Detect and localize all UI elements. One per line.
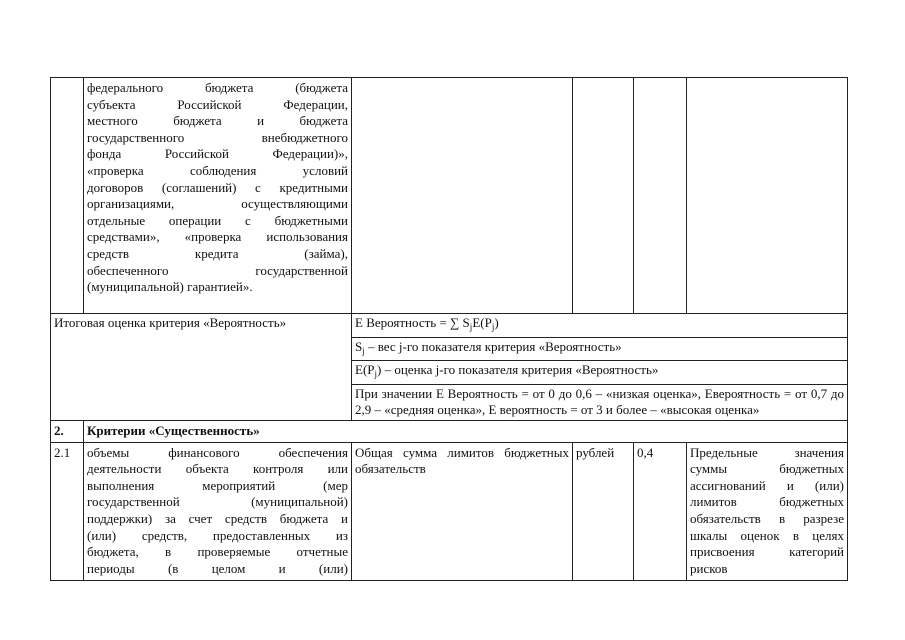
total-label: Итоговая оценка критерия «Вероятность» xyxy=(54,315,287,330)
indicator-cell xyxy=(352,78,573,314)
desc-line: выполнения мероприятий (мер xyxy=(87,477,348,493)
description-cell xyxy=(84,442,352,580)
desc-line: государственного внебюджетного xyxy=(87,129,348,145)
desc-line: периоды (в целом и (или) xyxy=(87,560,348,576)
section-header-row xyxy=(51,420,848,442)
desc-line: (муниципальной) гарантией». xyxy=(87,279,253,295)
weight-cell: 0,4 xyxy=(634,442,687,580)
desc-line: деятельности объекта контроля или xyxy=(87,461,348,477)
desc-line: «проверка соблюдения условий xyxy=(87,162,348,178)
def1-text: – вес j-го показателя критерия «Вероятность» xyxy=(364,338,622,354)
formula-sub: j xyxy=(469,322,473,332)
desc-line: обеспеченного государственной xyxy=(87,262,348,278)
def2-text: ) – оценка j-го показателя критерия «Вероятность» xyxy=(377,362,659,378)
def1-symbol: S xyxy=(355,338,363,354)
indicator-cell: Общая сумма лимитов бюджетных обязательств xyxy=(352,442,573,580)
number-cell xyxy=(51,78,84,314)
note-cell: Предельные значения суммы бюджетных ассигнований и (или) лимитов бюджетных обязательств в разрезе шкалы оценок в целях присвоения категорий рисков xyxy=(687,442,848,580)
formula-mid: E(P xyxy=(472,315,492,330)
definition-cell xyxy=(352,361,848,385)
scale-text: При значении E Вероятность = от 0 до 0,6 – «низкая оценка», Евероятность = от 0,7 до 2,9 – «средняя оценка», E вероятность = от 3 и более – «высокая оценка» xyxy=(355,385,844,418)
desc-line: (или) средств, предоставленных из xyxy=(87,527,348,543)
total-row-formula xyxy=(51,314,848,338)
desc-line: договоров (соглашений) с кредитными xyxy=(87,179,348,195)
total-label-cell xyxy=(51,314,352,421)
def2-sub: j xyxy=(374,369,378,380)
formula-sub2: j xyxy=(491,322,495,332)
desc-line: государственной (муниципальной) xyxy=(87,494,348,510)
criteria-table xyxy=(50,77,848,581)
row-2-1 xyxy=(51,442,848,580)
unit-cell xyxy=(573,78,634,314)
desc-line: объемы финансового обеспечения xyxy=(87,444,348,460)
def1-sub: j xyxy=(362,345,365,356)
scale-cell xyxy=(352,384,848,420)
continuation-row xyxy=(51,78,848,314)
desc-line: субъекта Российской Федерации, xyxy=(87,96,348,112)
section-title: Критерии «Существенность» xyxy=(84,420,848,442)
def2-symbol: E(P xyxy=(355,362,375,378)
desc-line: отдельные операции с бюджетными xyxy=(87,212,348,228)
formula-lhs: E Вероятность = ∑ S xyxy=(355,315,470,330)
desc-line: поддержки) за счет средств бюджета и xyxy=(87,510,348,526)
note-cell xyxy=(687,78,848,314)
desc-line: организациями, осуществляющими xyxy=(87,196,348,212)
weight-cell xyxy=(634,78,687,314)
unit-cell: рублей xyxy=(573,442,634,580)
desc-line: бюджета, в проверяемые отчетные xyxy=(87,544,348,560)
desc-line: средств кредита (займа), xyxy=(87,245,348,261)
formula-cell xyxy=(352,314,848,338)
description-cell xyxy=(84,78,352,314)
section-number: 2. xyxy=(51,420,84,442)
definition-cell xyxy=(352,337,848,361)
desc-line: средствами», «проверка использования xyxy=(87,229,348,245)
desc-line: федерального бюджета (бюджета xyxy=(87,80,348,95)
row-number: 2.1 xyxy=(51,442,84,580)
desc-line: фонда Российской Федерации)», xyxy=(87,146,348,162)
desc-line: местного бюджета и бюджета xyxy=(87,113,348,129)
formula-end: ) xyxy=(494,315,499,330)
